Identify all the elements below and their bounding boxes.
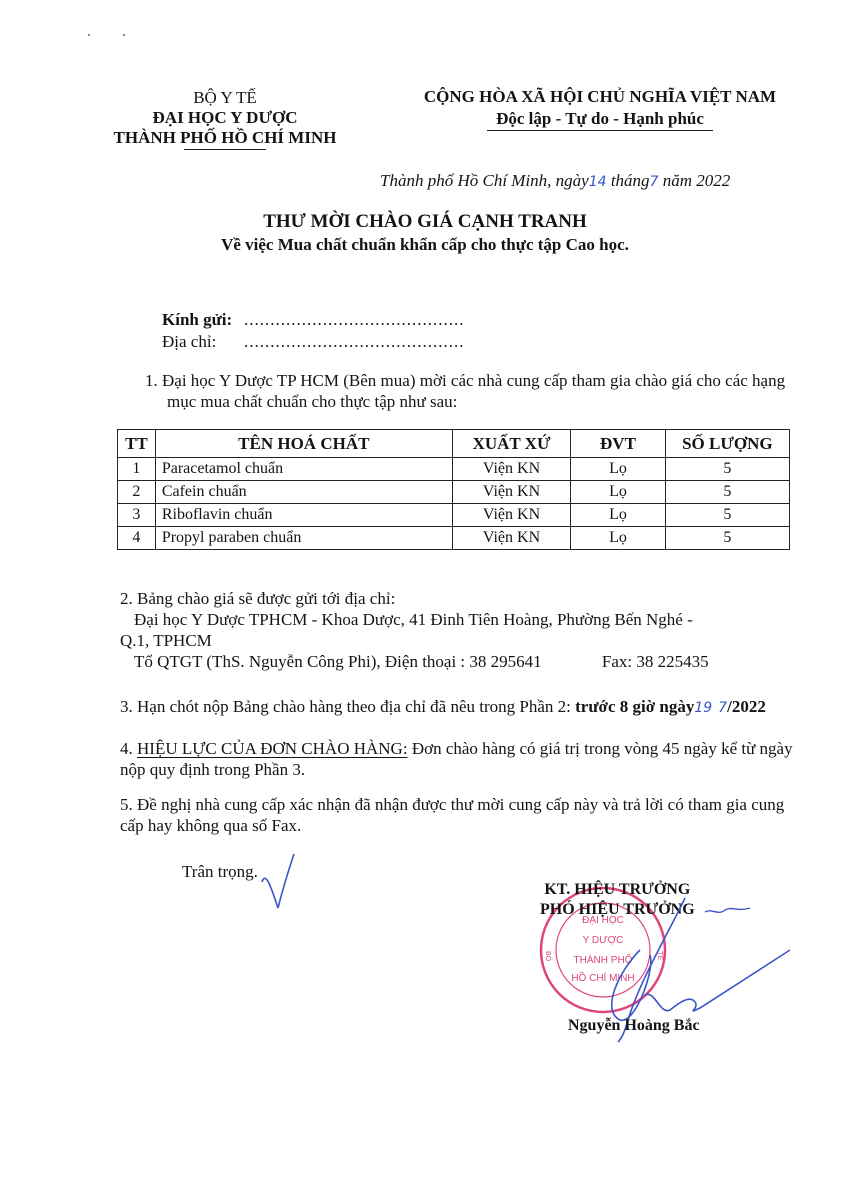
cell-tt: 2 [118, 481, 156, 504]
deadline-year: /2022 [727, 697, 766, 716]
header-rule [184, 149, 266, 150]
signature-stroke-3 [645, 950, 790, 1011]
section-2 [120, 588, 800, 672]
institution-header [95, 88, 355, 150]
closing-text: Trân trọng. [182, 862, 258, 881]
header-unit: ĐVT [571, 430, 665, 458]
contact-fax: Fax: 38 225435 [601, 652, 709, 671]
year-label: năm 2022 [662, 171, 731, 190]
date-line [380, 171, 730, 191]
cell-origin: Viện KN [452, 481, 570, 504]
university-city: THÀNH PHỐ HỒ CHÍ MINH [113, 128, 337, 147]
document-subtitle: Về việc Mua chất chuẩn khẩn cấp cho thực tập Cao học. [221, 235, 629, 254]
address-label: Địa chỉ: [162, 332, 217, 351]
handwritten-month: 7 [649, 174, 659, 190]
nation-name: CỘNG HÒA XÃ HỘI CHỦ NGHĨA VIỆT NAM [423, 87, 777, 106]
ministry-name: BỘ Y TẾ [193, 88, 257, 107]
section-2-address-line2: Q.1, TPHCM [120, 631, 212, 650]
cell-quantity: 5 [665, 481, 789, 504]
section-2-contact [120, 651, 800, 672]
signature-title-1: KT. HIỆU TRƯỞNG [544, 881, 691, 898]
section-3-text: 3. Hạn chót nộp Bảng chào hàng theo địa chỉ đã nêu trong Phần 2: [120, 697, 571, 716]
table-header-row [118, 430, 790, 458]
header-origin: XUẤT XỨ [452, 430, 570, 458]
section-4-number: 4. [120, 739, 137, 758]
recipient-value: .......................................... [244, 310, 465, 329]
cell-tt: 3 [118, 504, 156, 527]
section-4 [120, 738, 800, 780]
cell-name: Propyl paraben chuẩn [155, 527, 452, 550]
cell-tt: 4 [118, 527, 156, 550]
table-row [118, 527, 790, 550]
section-4-heading: HIỆU LỰC CỦA ĐƠN CHÀO HÀNG: [137, 739, 408, 758]
initial-mark [258, 852, 298, 912]
contact-phone: Tổ QTGT (ThS. Nguyễn Công Phi), Điện thoại : 38 295641 [134, 652, 542, 671]
header-tt: TT [118, 430, 156, 458]
table-row [118, 504, 790, 527]
university-name: ĐẠI HỌC Y DƯỢC [152, 108, 298, 127]
chemicals-table [117, 429, 790, 550]
signature-title-2: PHÓ HIỆU TRƯỞNG [540, 901, 695, 918]
date-prefix: Thành phố Hồ Chí Minh, ngày [380, 171, 589, 190]
cell-unit: Lọ [571, 527, 665, 550]
document-title: THƯ MỜI CHÀO GIÁ CẠNH TRANH [263, 211, 587, 232]
cell-quantity: 5 [665, 527, 789, 550]
section-2-address-line1: Đại học Y Dược TPHCM - Khoa Dược, 41 Đinh Tiên Hoàng, Phường Bến Nghé - [134, 610, 693, 629]
stamp-line-2: Y DƯỢC [582, 935, 624, 946]
section-4-text: Đơn chào hàng có giá trị trong vòng 45 ngày kể từ ngày nộp quy định trong Phần 3. [120, 739, 793, 779]
cell-origin: Viện KN [452, 527, 570, 550]
section-5: 5. Đề nghị nhà cung cấp xác nhận đã nhận được thư mời cung cấp này và trả lời có tham gia cung cấp hay không qua số Fax. [120, 795, 785, 835]
section-2-heading: 2. Bảng chào giá sẽ được gửi tới địa chỉ: [120, 589, 396, 608]
stamp-right-text: TẾ [656, 951, 663, 960]
cell-quantity: 5 [665, 504, 789, 527]
header-quantity: SỐ LƯỢNG [665, 430, 789, 458]
closing-regards [182, 862, 258, 882]
address-value: .......................................... [244, 332, 465, 351]
stamp-line-4: HỒ CHÍ MINH [571, 973, 635, 984]
cell-unit: Lọ [571, 504, 665, 527]
handwritten-deadline-day: 19 [694, 700, 713, 716]
recipient-field [162, 310, 465, 330]
signer-name: Nguyễn Hoàng Bắc [568, 1017, 700, 1034]
section-3 [120, 696, 800, 719]
deadline-prefix: trước 8 giờ ngày [575, 697, 695, 716]
cell-origin: Viện KN [452, 504, 570, 527]
cell-origin: Viện KN [452, 458, 570, 481]
stamp-left-text: BỘ [544, 951, 551, 962]
stamp-line-1: ĐẠI HỌC [582, 915, 624, 926]
cell-name: Cafein chuẩn [155, 481, 452, 504]
header-name: TÊN HOÁ CHẤT [155, 430, 452, 458]
recipient-label: Kính gửi: [162, 310, 233, 329]
motto-rule [487, 130, 713, 131]
section-1: 1. Đại học Y Dược TP HCM (Bên mua) mời các nhà cung cấp tham gia chào giá cho các hạng mục mua chất chuẩn cho thực tập như sau: [145, 371, 786, 411]
cell-unit: Lọ [571, 481, 665, 504]
cell-quantity: 5 [665, 458, 789, 481]
month-label: tháng [610, 171, 650, 190]
cell-name: Riboflavin chuẩn [155, 504, 452, 527]
cell-name: Paracetamol chuẩn [155, 458, 452, 481]
initial-stroke [262, 854, 294, 908]
stamp-line-3: THÀNH PHỐ [573, 955, 633, 966]
cell-unit: Lọ [571, 458, 665, 481]
national-header [400, 86, 800, 131]
national-motto: Độc lập - Tự do - Hạnh phúc [496, 109, 704, 128]
table-row [118, 481, 790, 504]
signature-flourish [705, 908, 750, 912]
address-field [162, 332, 465, 352]
cell-tt: 1 [118, 458, 156, 481]
handwritten-day: 14 [588, 174, 607, 190]
table-row [118, 458, 790, 481]
handwritten-deadline-month: 7 [718, 700, 728, 716]
